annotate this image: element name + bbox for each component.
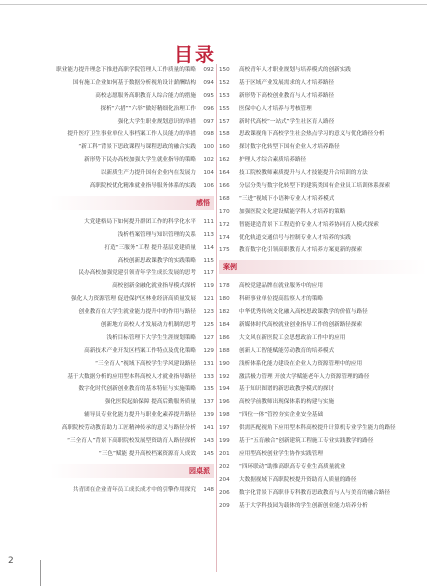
toc-entry-title: 高新技术产业开发区档案工作特点及优化策略 bbox=[84, 347, 196, 354]
toc-entry[interactable] bbox=[50, 448, 214, 461]
toc-entry[interactable] bbox=[50, 167, 214, 180]
toc-entry[interactable] bbox=[219, 487, 427, 500]
toc-entry-page: 204 bbox=[219, 476, 230, 483]
toc-entry-page: 139 bbox=[203, 412, 214, 419]
toc-entry[interactable] bbox=[50, 383, 214, 396]
toc-entry-page: 123 bbox=[203, 309, 214, 316]
toc-entry[interactable] bbox=[50, 229, 214, 242]
toc-entry[interactable] bbox=[219, 180, 427, 193]
toc-entry-title: “新工科”背景下思政课程与课程思政的融合实践 bbox=[78, 144, 196, 151]
toc-entry-page: 158 bbox=[219, 131, 230, 138]
toc-entry-title: 浅析体系化能力建设在企业人力资源管理中的应用 bbox=[239, 360, 363, 367]
toc-entry-page: 141 bbox=[203, 425, 214, 432]
toc-entry-title: 大党建格局下如何提升群团工作的科学化水平 bbox=[84, 218, 196, 225]
toc-entry[interactable] bbox=[219, 280, 427, 293]
toc-entry[interactable] bbox=[219, 116, 427, 129]
toc-entry-title: 分层分类与数字化转型下的建筑类国有企业员工培训体系探索 bbox=[239, 183, 391, 190]
toc-entry-title: 创新地方高校人才发展动力机制的思考 bbox=[100, 322, 196, 329]
section-heading-anli: 案例 bbox=[219, 260, 427, 274]
toc-entry[interactable] bbox=[219, 409, 427, 422]
toc-entry-page: 135 bbox=[203, 386, 214, 393]
toc-entry[interactable] bbox=[50, 484, 214, 497]
toc-entry[interactable] bbox=[50, 422, 214, 435]
toc-entry-page: 150 bbox=[219, 67, 230, 73]
toc-entry-title: 医保中心人才培养与考核管理 bbox=[239, 105, 312, 112]
toc-entry-page: 115 bbox=[203, 257, 214, 264]
toc-entry[interactable] bbox=[219, 332, 427, 345]
toc-entry-title: 高校党建品牌在就业服务中的应用 bbox=[239, 283, 323, 290]
toc-entry[interactable] bbox=[50, 435, 214, 448]
toc-entry-title: 高职院校优化精准就业指导服务体系的实践 bbox=[89, 183, 196, 190]
toc-entry-page: 206 bbox=[219, 489, 230, 496]
toc-entry-page: 098 bbox=[203, 131, 214, 138]
toc-entry-page: 131 bbox=[203, 360, 214, 367]
toc-entry-title: 高校学前教师出现保体系的构建与实施 bbox=[239, 399, 335, 406]
toc-entry-title: 加强医院文化建设赋能学科人才培养的策略 bbox=[239, 208, 346, 215]
toc-entry-title: 思政课视角下高校学生社会热点学习的意义与优化路径分析 bbox=[239, 131, 385, 138]
toc-entry-page: 127 bbox=[203, 334, 214, 341]
toc-entry-title: 供需匹配视角下应用型本科高校提升计算机专业学生能力的路径 bbox=[239, 425, 396, 432]
toc-entry-page: 196 bbox=[219, 399, 230, 406]
toc-entry[interactable] bbox=[219, 193, 427, 206]
toc-right-column bbox=[219, 64, 427, 512]
toc-entry-page: 184 bbox=[219, 322, 230, 329]
toc-entry[interactable] bbox=[50, 345, 214, 358]
column-divider bbox=[216, 64, 217, 572]
toc-entry-title: 教育数字化引领高职教育人才培养方案更新的探索 bbox=[239, 247, 363, 254]
page-title: 目录 bbox=[173, 44, 216, 66]
toc-entry[interactable] bbox=[50, 371, 214, 384]
toc-entry[interactable] bbox=[50, 154, 214, 167]
toc-right-group2 bbox=[219, 280, 427, 512]
toc-entry-title: 激活极力管理 开放大学赋能老年人力资源管理的路径 bbox=[239, 373, 370, 380]
toc-entry-title: 强化人力资源管理 促进保护区林业经济高质量发展 bbox=[71, 296, 196, 303]
toc-entry-title: 共青团在企业青年员工成长成才中的引擎作用探究 bbox=[72, 486, 196, 493]
toc-entry-page: 197 bbox=[219, 425, 230, 432]
toc-entry-page: 209 bbox=[219, 502, 230, 509]
toc-entry[interactable] bbox=[219, 383, 427, 396]
toc-entry-page: 188 bbox=[219, 347, 230, 354]
toc-entry-title: 基于知识图谱的新思政教学模式的探讨 bbox=[239, 386, 335, 393]
toc-entry-page: 190 bbox=[219, 360, 230, 367]
toc-entry-title: 应用型高校创业学生协作实践管理 bbox=[239, 450, 323, 457]
toc-entry-page: 160 bbox=[219, 144, 230, 151]
toc-right-group1 bbox=[219, 64, 427, 257]
toc-entry-title: “三色”赋能 提升高校档案资源育人成效 bbox=[98, 450, 196, 457]
toc-entry-title: 强化医院起始保障 提高后勤服务质量 bbox=[104, 399, 196, 406]
toc-entry-page: 100 bbox=[203, 144, 214, 151]
toc-entry-page: 174 bbox=[219, 234, 230, 241]
toc-entry-title: 打造“三服务”工程 提升基层党建质量 bbox=[104, 244, 196, 251]
toc-entry-page: 199 bbox=[219, 438, 230, 445]
toc-entry-title: 高校志愿服务高职教育人综合能力的措施 bbox=[95, 92, 196, 99]
toc-entry-title: 提升医疗卫生事业单位人事档案工作人员能力的举措 bbox=[67, 131, 196, 138]
toc-entry-title: 新时代高校“一站式”学生社区育人路径 bbox=[239, 118, 335, 125]
toc-entry-page: 198 bbox=[219, 412, 230, 419]
toc-entry[interactable] bbox=[50, 293, 214, 306]
toc-entry-page: 117 bbox=[203, 270, 214, 277]
toc-entry-page: 137 bbox=[203, 399, 214, 406]
toc-entry-page: 096 bbox=[203, 105, 214, 112]
toc-entry-title: 中华优秀传统文化融入高校思政课教学的价值与路径 bbox=[239, 309, 368, 316]
toc-entry[interactable] bbox=[219, 435, 427, 448]
toc-entry[interactable] bbox=[50, 306, 214, 319]
toc-entry[interactable] bbox=[219, 219, 427, 232]
toc-entry[interactable] bbox=[50, 332, 214, 345]
toc-entry[interactable] bbox=[219, 306, 427, 319]
toc-entry[interactable] bbox=[219, 422, 427, 435]
toc-entry[interactable] bbox=[219, 358, 427, 371]
toc-entry[interactable] bbox=[50, 242, 214, 255]
toc-entry-page: 111 bbox=[203, 218, 214, 225]
toc-entry-title: 创业教育在大学生就业能力提升中的作用与路径 bbox=[78, 309, 196, 316]
toc-entry-title: “三全育人”视域下高校学生学风建设路径 bbox=[95, 360, 196, 367]
toc-entry-title: 高校创新金融化就业指导模式探析 bbox=[112, 283, 196, 290]
toc-entry[interactable] bbox=[219, 77, 427, 90]
toc-entry-title: “四环联动”助推高职高专专业生高质量就业 bbox=[239, 463, 346, 470]
toc-entry-title: 探析“六措”“六举”做好精细化治理工作 bbox=[100, 105, 196, 112]
toc-entry-page: 170 bbox=[219, 208, 230, 215]
toc-entry-page: 194 bbox=[219, 386, 230, 393]
toc-entry-page: 152 bbox=[219, 79, 230, 86]
toc-entry[interactable] bbox=[50, 180, 214, 193]
toc-entry[interactable] bbox=[50, 396, 214, 409]
toc-entry-title: 基于大学科技园为载体的学生创新创业能力培养分析 bbox=[239, 502, 368, 509]
toc-entry-title: 强化大学生职业规划意识的举措 bbox=[117, 118, 196, 125]
toc-entry[interactable] bbox=[219, 474, 427, 487]
toc-entry-title: 大数据视域下高职院校提升资助育人质量的路径 bbox=[239, 476, 357, 483]
toc-left-group2 bbox=[50, 216, 214, 461]
toc-entry-page: 157 bbox=[219, 118, 230, 125]
toc-entry-page: 178 bbox=[219, 283, 230, 290]
toc-entry-page: 095 bbox=[203, 92, 214, 99]
toc-entry[interactable] bbox=[50, 141, 214, 154]
toc-entry-title: 辅导员专业化能力提升与职业化素养提升路径 bbox=[84, 412, 196, 419]
toc-entry-page: 172 bbox=[219, 221, 230, 228]
toc-entry[interactable] bbox=[219, 206, 427, 219]
toc-entry-title: 数字化时代创新创业教育的基本特征与实施策略 bbox=[78, 386, 196, 393]
toc-entry[interactable] bbox=[219, 319, 427, 332]
toc-entry-title: 大文风在新医院工会思想政治工作中的应用 bbox=[239, 334, 346, 341]
toc-entry-title: 民办高校加强党建引领青年学生成长发展的思考 bbox=[78, 270, 196, 277]
toc-entry-page: 145 bbox=[203, 450, 214, 457]
toc-entry-title: 新形势下高校创业教育与人才培养路径 bbox=[239, 92, 335, 99]
toc-left-group3 bbox=[50, 484, 214, 497]
toc-entry[interactable] bbox=[219, 90, 427, 103]
toc-entry-title: “三全育人”背景下高职院校发展型资助育人路径探析 bbox=[67, 438, 196, 445]
toc-entry-page: 092 bbox=[203, 67, 214, 73]
top-rule bbox=[0, 4, 427, 5]
toc-entry-title: 新形势下民办高校加强大学生就业指导的策略 bbox=[84, 157, 196, 164]
toc-entry-page: 113 bbox=[203, 231, 214, 238]
toc-entry-page: 104 bbox=[203, 170, 214, 177]
toc-entry-page: 201 bbox=[219, 450, 230, 457]
toc-entry-title: 护理人才综合素质培养路径 bbox=[239, 157, 307, 164]
toc-entry[interactable] bbox=[219, 448, 427, 461]
toc-entry-page: 164 bbox=[219, 170, 230, 177]
toc-entry-title: 以新质生产力提升国有企业内在发展力 bbox=[100, 170, 196, 177]
toc-entry[interactable] bbox=[50, 267, 214, 280]
toc-entry[interactable] bbox=[219, 461, 427, 474]
toc-entry-page: 094 bbox=[203, 79, 214, 86]
toc-entry[interactable] bbox=[50, 90, 214, 103]
toc-entry-page: 129 bbox=[203, 347, 214, 354]
toc-entry-page: 168 bbox=[219, 195, 230, 202]
toc-entry-title: 国有施工企业如何基于数据分析视角设计薪酬结构 bbox=[72, 79, 196, 86]
toc-entry-title: 基于区域产业发展需求的人才培养路径 bbox=[239, 79, 335, 86]
toc-entry-title: 浅析目标管理下大学生生涯规划策略 bbox=[106, 334, 196, 341]
toc-entry[interactable] bbox=[219, 103, 427, 116]
toc-entry-page: 175 bbox=[219, 247, 230, 254]
toc-entry-title: 探讨数字化转型下国有企业人才培养路径 bbox=[239, 144, 340, 151]
toc-entry-title: 高校青年人才职业规划与培养模式的创新实践 bbox=[239, 67, 351, 73]
toc-entry[interactable] bbox=[219, 396, 427, 409]
toc-entry-page: 155 bbox=[219, 105, 230, 112]
toc-entry[interactable] bbox=[219, 64, 427, 77]
toc-entry[interactable] bbox=[219, 371, 427, 384]
toc-entry[interactable] bbox=[50, 216, 214, 229]
toc-entry-title: 高校创新思政课教学的实践策略 bbox=[117, 257, 196, 264]
toc-entry[interactable] bbox=[219, 128, 427, 141]
toc-entry-title: 优化轨道交通信号与控制专业人才培养的实践 bbox=[239, 234, 351, 241]
toc-entry[interactable] bbox=[219, 141, 427, 154]
toc-entry-page: 186 bbox=[219, 334, 230, 341]
toc-entry-page: 162 bbox=[219, 157, 230, 164]
page-edge-line bbox=[40, 560, 41, 586]
toc-entry-page: 119 bbox=[203, 283, 214, 290]
toc-entry-page: 180 bbox=[219, 296, 230, 303]
toc-entry-title: “四位一体”管控夯实企业安全基础 bbox=[239, 412, 324, 419]
toc-left-group1 bbox=[50, 64, 214, 193]
toc-entry[interactable] bbox=[219, 167, 427, 180]
toc-entry[interactable] bbox=[50, 77, 214, 90]
toc-entry[interactable] bbox=[219, 244, 427, 257]
toc-entry[interactable] bbox=[50, 116, 214, 129]
toc-entry[interactable] bbox=[219, 500, 427, 513]
toc-entry-title: 技工院校教师素质提升与人才技能提升合培训的方法 bbox=[239, 170, 368, 177]
toc-entry[interactable] bbox=[50, 409, 214, 422]
toc-entry[interactable] bbox=[50, 128, 214, 141]
toc-entry-page: 114 bbox=[203, 244, 214, 251]
toc-entry-title: 数字化背景下高职非专科教育思政教育与人与美育的融合路径 bbox=[239, 489, 391, 496]
toc-entry-title: “三进”视域下小语种专业人才培养模式 bbox=[239, 195, 335, 202]
toc-entry-page: 202 bbox=[219, 463, 230, 470]
toc-entry-page: 143 bbox=[203, 438, 214, 445]
page-number: 2 bbox=[8, 556, 14, 566]
section-heading-ganwu: 感悟 bbox=[50, 196, 214, 210]
toc-entry-title: 职业能力提升理念下推进高职学院管理人工作质量的策略 bbox=[56, 67, 196, 73]
toc-entry-page: 097 bbox=[203, 118, 214, 125]
toc-entry-page: 121 bbox=[203, 296, 214, 303]
toc-entry[interactable] bbox=[219, 345, 427, 358]
toc-entry-page: 125 bbox=[203, 322, 214, 329]
toc-entry[interactable] bbox=[50, 358, 214, 371]
section-heading-yuanzhuopai: 园桌派 bbox=[50, 464, 214, 478]
toc-entry-title: 创新人工智能赋能劳动教育的培养模式 bbox=[239, 347, 335, 354]
toc-entry-page: 133 bbox=[203, 373, 214, 380]
toc-entry[interactable] bbox=[50, 255, 214, 268]
toc-entry-page: 102 bbox=[203, 157, 214, 164]
toc-entry-title: 科研事业单位提高监察人才的策略 bbox=[239, 296, 323, 303]
toc-entry[interactable] bbox=[219, 154, 427, 167]
toc-entry-page: 153 bbox=[219, 92, 230, 99]
toc-entry-title: 智能建造背景下工程造价专业人才培养协同育人模式探索 bbox=[239, 221, 379, 228]
toc-entry[interactable] bbox=[50, 319, 214, 332]
toc-entry-page: 166 bbox=[219, 183, 230, 190]
toc-entry-title: 浅析档案管理与知识管理的关系 bbox=[117, 231, 196, 238]
toc-left-column bbox=[50, 64, 214, 497]
toc-entry-page: 148 bbox=[203, 486, 214, 493]
toc-entry-page: 192 bbox=[219, 373, 230, 380]
toc-entry-title: 高职院校劳动教育助力工匠精神传承的意义与路径分析 bbox=[61, 425, 196, 432]
toc-entry[interactable] bbox=[219, 232, 427, 245]
toc-entry[interactable] bbox=[50, 64, 214, 77]
toc-entry-title: 基于大数据分析的应用型本科高校人才就业指导路径 bbox=[67, 373, 196, 380]
toc-entry[interactable] bbox=[50, 280, 214, 293]
toc-entry-title: 新媒体时代高校就业创业指导工作的创新路径探索 bbox=[239, 322, 363, 329]
toc-entry[interactable] bbox=[219, 293, 427, 306]
toc-entry-page: 182 bbox=[219, 309, 230, 316]
toc-entry-page: 106 bbox=[203, 183, 214, 190]
toc-entry-title: 基于“五育融合”创新建筑工程施工专业实践教学的路径 bbox=[239, 438, 374, 445]
toc-entry[interactable] bbox=[50, 103, 214, 116]
